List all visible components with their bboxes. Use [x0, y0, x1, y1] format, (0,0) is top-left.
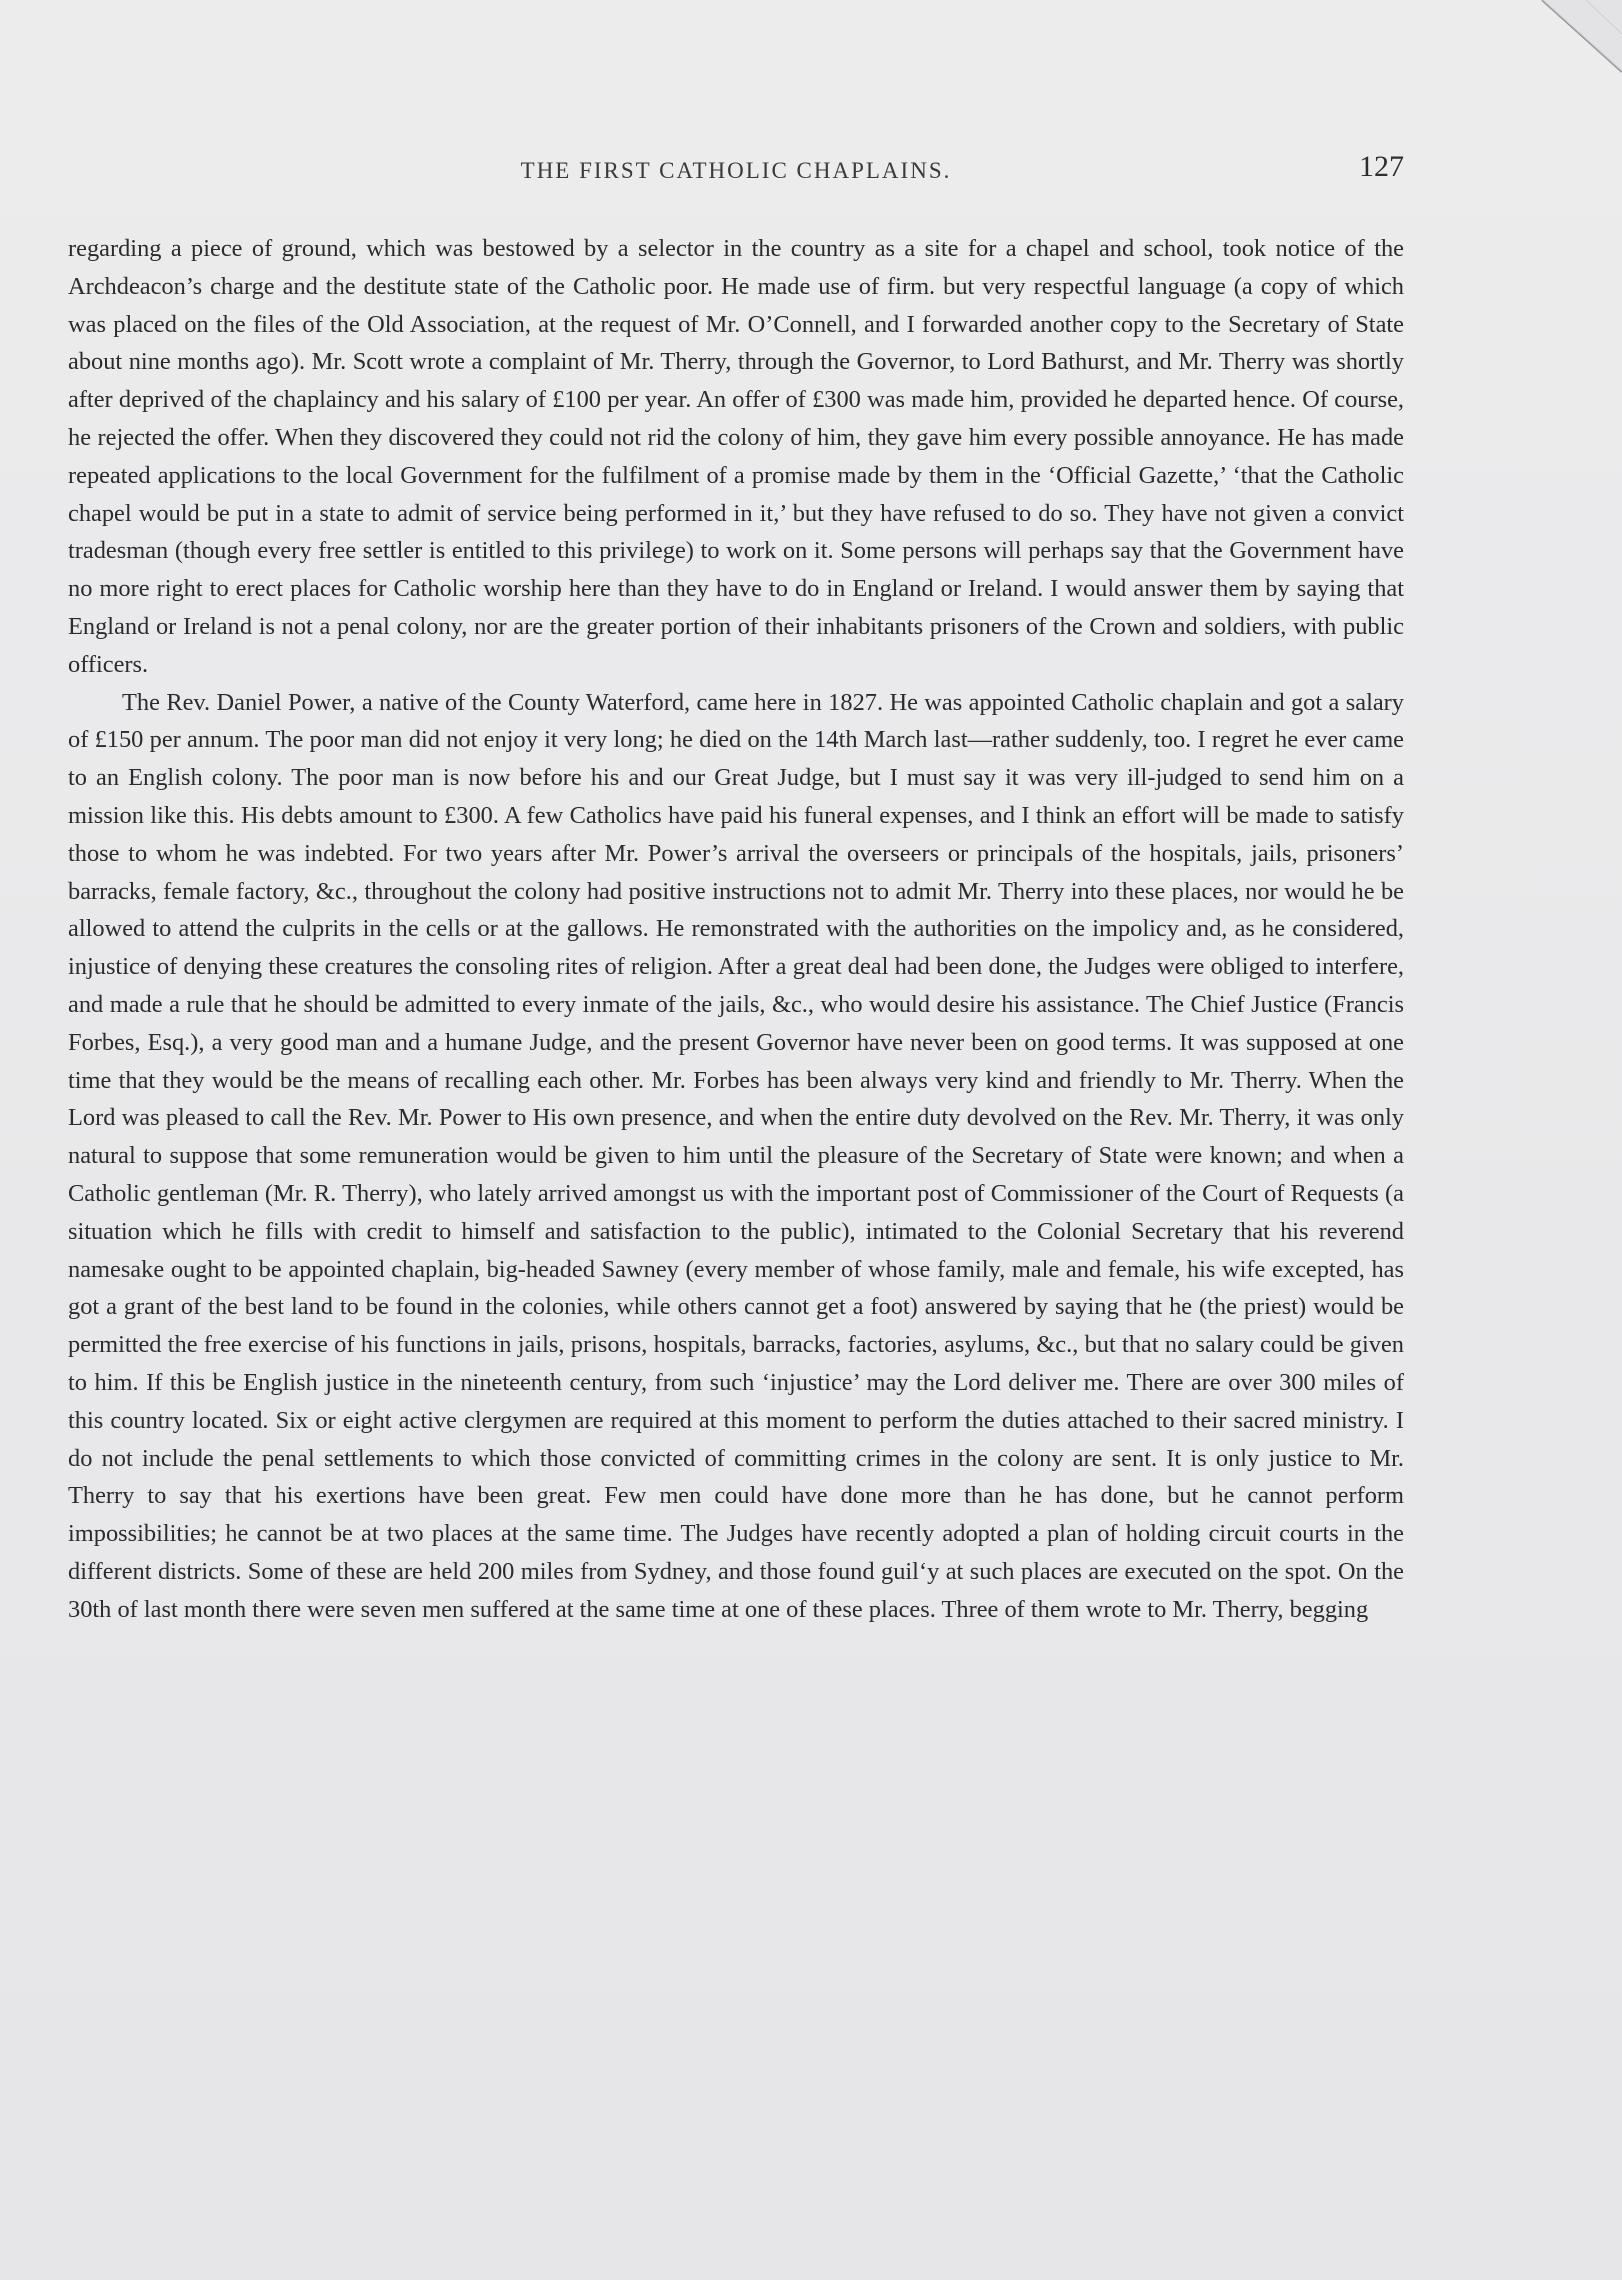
page-corner-fold [1482, 0, 1622, 110]
page-header [68, 150, 1404, 190]
paragraph: The Rev. Daniel Power, a native of the County Waterford, came here in 1827. He was appointed Catholic chaplain and got a salary of £150 per annum. The poor man did not enjoy it very long; he died on the 14th March last—rather suddenly, too. I regret he ever came to an English colony. The poor man is now before his and our Great Judge, but I must say it was very ill-judged to send him on a mission like this. His debts amount to £300. A few Catholics have paid his funeral expenses, and I think an effort will be made to satisfy those to whom he was indebted. For two years after Mr. Power’s arrival the overseers or principals of the hospitals, jails, prisoners’ barracks, female factory, &c., throughout the colony had positive instructions not to admit Mr. Therry into these places, nor would he be allowed to attend the culprits in the cells or at the gallows. He remonstrated with the authorities on the impolicy and, as he considered, injustice of denying these creatures the consoling rites of religion. After a great deal had been done, the Judges were obliged to interfere, and made a rule that he should be admitted to every inmate of the jails, &c., who would desire his assistance. The Chief Justice (Francis Forbes, Esq.), a very good man and a humane Judge, and the present Governor have never been on good terms. It was supposed at one time that they would be the means of recalling each other. Mr. Forbes has been always very kind and friendly to Mr. Therry. When the Lord was pleased to call the Rev. Mr. Power to His own presence, and when the entire duty devolved on the Rev. Mr. Therry, it was only natural to suppose that some remuneration would be given to him until the pleasure of the Secretary of State were known; and when a Catholic gentleman (Mr. R. Therry), who lately arrived amongst us with the important post of Commissioner of the Court of Requests (a situation which he fills with credit to himself and satisfaction to the public), intimated to the Colonial Secretary that his reverend namesake ought to be appointed chaplain, big-headed Sawney (every member of whose family, male and female, his wife excepted, has got a grant of the best land to be found in the colonies, while others cannot get a foot) answered by saying that he (the priest) would be permitted the free exercise of his functions in jails, prisons, hospitals, barracks, factories, asylums, &c., but that no salary could be given to him. If this be English justice in the nineteenth century, from such ‘injustice’ may the Lord deliver me. There are over 300 miles of this country located. Six or eight active clergymen are required at this moment to perform the duties attached to their sacred ministry. I do not include the penal settlements to which those convicted of committing crimes in the colony are sent. It is only justice to Mr. Therry to say that his exertions have been great. Few men could have done more than he has done, but he cannot perform impossibilities; he cannot be at two places at the same time. The Judges have recently adopted a plan of holding circuit courts in the different districts. Some of these are held 200 miles from Sydney, and those found guil‘y at such places are executed on the spot. On the 30th of last month there were seven men suffered at the same time at one of these places. Three of them wrote to Mr. Therry, begging [68, 688, 1404, 1623]
paragraph: regarding a piece of ground, which was bestowed by a selector in the country as a site for a chapel and school, took notice of the Archdeacon’s charge and the destitute state of the Catholic poor. He made use of firm. but very respectful language (a copy of which was placed on the files of the Old Association, at the request of Mr. O’Connell, and I forwarded another copy to the Secretary of State about nine months ago). Mr. Scott wrote a complaint of Mr. Therry, through the Governor, to Lord Bathurst, and Mr. Therry was shortly after deprived of the chaplaincy and his salary of £100 per year. An offer of £300 was made him, provided he departed hence. Of course, he rejected the offer. When they discovered they could not rid the colony of him, they gave him every possible annoyance. He has made repeated applications to the local Government for the fulfilment of a promise made by them in the ‘Official Gazette,’ ‘that the Catholic chapel would be put in a state to admit of service being performed in it,’ but they have refused to do so. They have not given a convict tradesman (though every free settler is entitled to this privilege) to work on it. Some persons will perhaps say that the Government have no more right to erect places for Catholic worship here than they have to do in England or Ireland. I would answer them by saying that England or Ireland is not a penal colony, nor are the greater portion of their inhabitants prisoners of the Crown and soldiers, with public officers. [68, 235, 1404, 678]
running-title: THE FIRST CATHOLIC CHAPLAINS. [520, 158, 952, 183]
body-text [68, 230, 1404, 1628]
page-number: 127 [1359, 150, 1404, 183]
